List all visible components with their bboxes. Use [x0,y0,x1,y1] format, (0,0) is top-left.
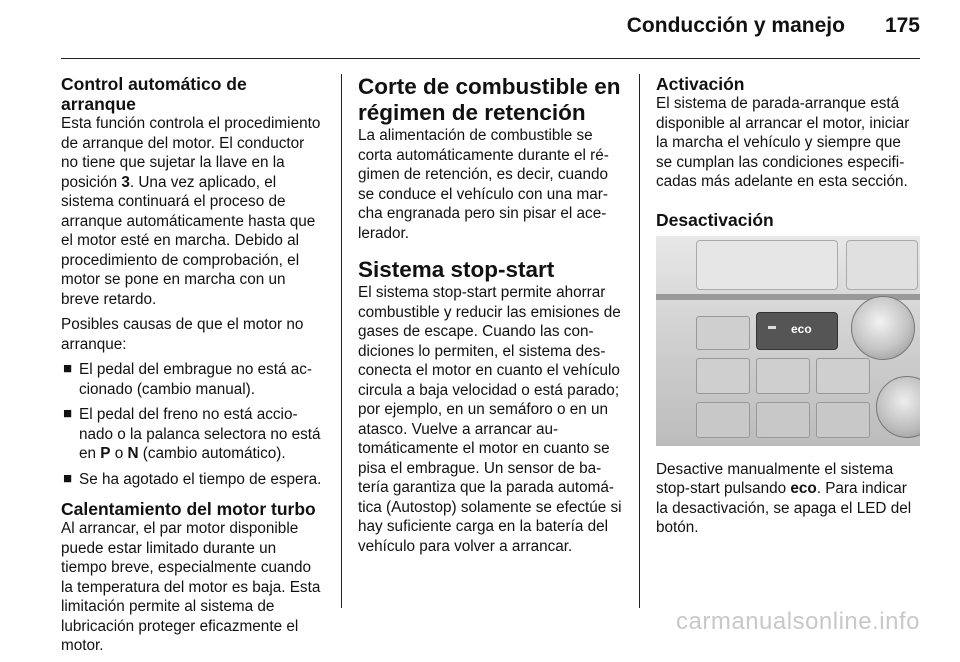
list-item: ■ Se ha agotado el tiempo de espera. [63,469,322,488]
heading-turbo: Calentamiento del motor turbo [61,499,316,519]
heading-activacion: Activación [656,74,745,94]
column-divider-1 [341,74,342,608]
paragraph-corte: La alimentación de combustible se corta automáticamente durante el régimen de retención, es decir, cuando se conduce el vehículo con una marcha engranada pero sin pisar el acelerador. [358,127,609,242]
paragraph-turbo: Al arrancar, el par motor disponible puede estar limitado durante un tiempo breve, especialmente cuando la temperatura del motor es baja. Esta limitación permite al sistema de lubricación proteger eficazmente el motor. [61,520,321,654]
column-3 [656,74,920,544]
causes-list [61,360,325,489]
paragraph-causas: Posibles causas de que el motor no arranque: [61,316,304,353]
list-item: ■ El pedal del freno no está accionado o la palanca selectora no está en P o N (cambio automático). [63,405,321,462]
paragraph-stop-start: El sistema stop-start permite ahorrar combustible y reducir las emisiones de gases de escape. Cuando las condiciones lo permiten, el sistema desconecta el motor en cuanto el vehículo circula a baja velocidad o está parado; por ejemplo, en un semáforo o en un atasco. Vuelve a arrancar automáticamente el motor en cuanto se pisa el embrague. Un sensor de batería garantiza que la parada automática (Autostop) solamente se efectúe si hay suficiente carga en la batería del vehículo para volver a arrancar. [358,284,622,555]
column-divider-2 [639,74,640,608]
header-title: Conducción y manejo [626,14,845,37]
position-3: 3 [121,173,130,191]
list-item: ■ El pedal del embrague no está accionado (cambio manual). [63,360,313,398]
heading-control-arranque: Control automático de arranque [61,74,247,114]
bullet-icon: ■ [63,405,73,422]
watermark: carmanualsonline.info [676,608,920,635]
page-number: 175 [884,14,920,37]
eco-label: eco [791,321,812,336]
column-2 [358,74,622,562]
paragraph-control: Esta función controla el procedimiento de arranque del motor. El conductor no tiene que sujetar la llave en la posición 3. Una vez aplicado, el sistema continuará el proceso de arranque automáticamente hasta que el motor esté en marcha. Debido al procedimiento de comprobación, el motor se pone en marcha con un breve retardo. [61,115,321,308]
column-1 [61,74,325,662]
page-header [627,14,920,38]
paragraph-desactivacion: Desactive manualmente el sistema stop-start pulsando eco. Para indicar la desactivación, se apaga el LED del botón. [656,460,912,536]
eco-inline: eco [790,480,817,497]
heading-stop-start: Sistema stop-start [358,257,555,282]
bullet-icon: ■ [63,360,73,377]
bullet-icon: ■ [63,469,73,487]
header-rule [61,58,920,59]
eco-button-photo [656,236,920,446]
heading-desactivacion: Desactivación [656,209,774,230]
heading-corte-combustible: Corte de combustible en régimen de retención [358,74,621,125]
paragraph-activacion: El sistema de parada-arranque está disponible al arrancar el motor, iniciar la marcha el vehículo y siempre que se cumplan las condiciones especificadas más adelante en esta sección. [656,95,910,190]
led-indicator [768,326,776,329]
